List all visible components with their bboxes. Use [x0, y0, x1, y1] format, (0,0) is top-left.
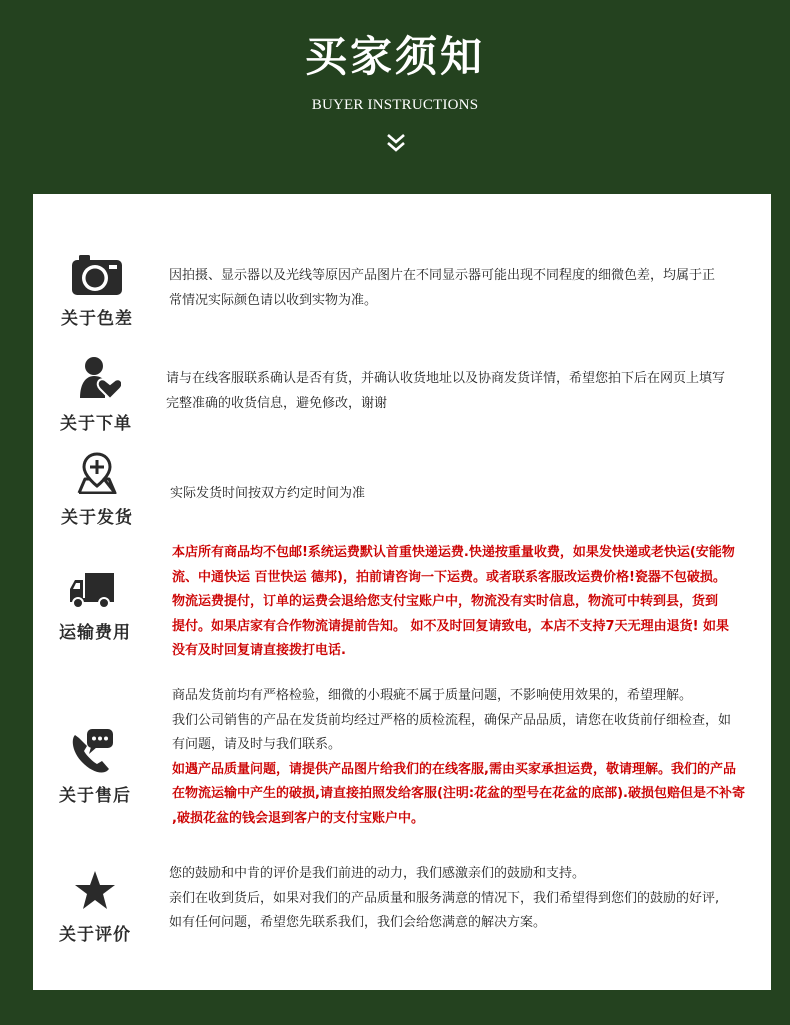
page-subtitle: BUYER INSTRUCTIONS [311, 97, 479, 113]
text-line: 完整准确的收货信息，避免修改，谢谢 [166, 395, 388, 411]
section-text [169, 264, 715, 313]
text-line: 流、中通快运 百世快运 德邦)，拍前请咨询一下运费。或者联系客服改运费价格!瓷器不包破损。 [172, 569, 726, 585]
text-line: 有问题，请及时与我们联系。 [172, 737, 342, 752]
section-text [166, 367, 725, 416]
text-line-warning: ,破损花盆的钱会退到客户的支付宝账户中。 [172, 810, 424, 826]
text-line: 亲们在收到货后，如果对我们的产品质量和服务满意的情况下，我们希望得到您们的鼓励的好评, [169, 890, 720, 906]
text-line: 提付。如果店家有合作物流请提前告知。 如不及时回复请致电，本店不支持7天无理由退货! 如果 [172, 618, 730, 634]
double-chevron-down-icon [385, 132, 407, 154]
phone-chat-icon [69, 727, 115, 775]
section-text [170, 482, 365, 507]
section-label: 关于售后 [59, 786, 131, 806]
page-header [0, 0, 790, 194]
instructions-panel [33, 194, 771, 990]
section-label: 关于发货 [61, 508, 133, 528]
user-heart-icon [79, 356, 121, 400]
section-text-warning [172, 541, 735, 664]
text-line: 实际发货时间按双方约定时间为准 [170, 486, 366, 501]
section-label: 关于评价 [59, 925, 131, 945]
text-line: 常情况实际颜色请以收到实物为准。 [169, 292, 378, 308]
text-line-warning: 如遇产品质量问题，请提供产品图片给我们的在线客服,需由买家承担运费，敬请理解。我们的产品 [172, 761, 736, 777]
text-line: 我们公司销售的产品在发货前均经过严格的质检流程，确保产品品质，请您在收货前仔细检查，如 [172, 712, 732, 728]
page-title: 买家须知 [304, 32, 485, 81]
star-icon [74, 870, 116, 910]
text-line: 您的鼓励和中肯的评价是我们前进的动力，我们感激亲们的鼓励和支持。 [169, 866, 586, 881]
text-line: 因拍摄、显示器以及光线等原因产品图片在不同显示器可能出现不同程度的细微色差，均属于正 [169, 268, 716, 283]
text-line: 商品发货前均有严格检验，细微的小瑕疵不属于质量问题，不影响使用效果的，希望理解。 [172, 688, 693, 703]
section-text [172, 684, 745, 831]
section-label: 运输费用 [59, 623, 131, 643]
location-map-icon [77, 452, 117, 494]
text-line: 如有任何问题，希望您先联系我们，我们会给您满意的解决方案。 [169, 915, 547, 930]
section-label: 关于色差 [61, 309, 133, 329]
section-text [169, 862, 719, 936]
text-line: 没有及时回复请直接拨打电话. [172, 643, 346, 658]
text-line-warning: 在物流运输中产生的破损,请直接拍照发给客服(注明:花盆的型号在花盆的底部).破损包赔但是不补寄 [172, 786, 745, 801]
text-line: 本店所有商品均不包邮!系统运费默认首重快递运费.快递按重量收费，如果发快递或老快运(安能物 [172, 545, 735, 560]
camera-icon [71, 254, 123, 296]
truck-icon [69, 572, 115, 610]
section-label: 关于下单 [60, 414, 132, 434]
text-line: 请与在线客服联系确认是否有货，并确认收货地址以及协商发货详情，希望您拍下后在网页上填写 [166, 371, 726, 386]
text-line: 物流运费提付，订单的运费会退给您支付宝账户中，物流没有实时信息，物流可中转到县，货到 [172, 594, 719, 609]
